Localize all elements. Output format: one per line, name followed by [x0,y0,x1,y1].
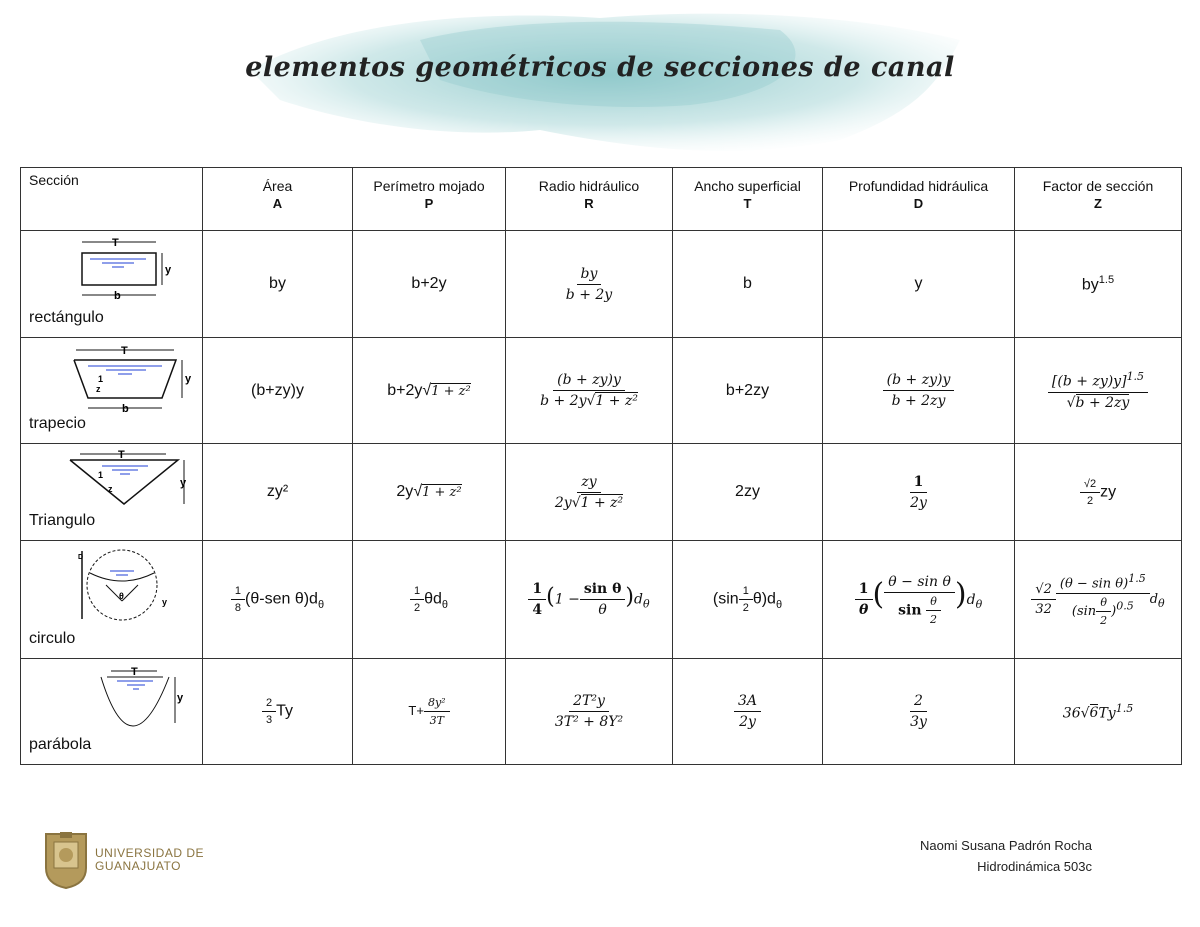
header-row [21,168,1182,231]
area-trapezoid: (b+zy)y [203,338,353,444]
section-cell-triangle [21,444,203,541]
radius-parabola: $\frac{\text{2T²y}}{\text{3T² + 8Y²}}$ [506,659,673,765]
header-width: Ancho superficial T [673,168,823,231]
section-cell-trapezoid [21,338,203,444]
width-circle: (sin $\frac{1}{2}$ $\theta)d_\theta$ [673,541,823,659]
course-name: Hidrodinámica 503c [977,859,1092,874]
table-row-parabola [21,659,1182,765]
table-row-trapezoid [21,338,1182,444]
svg-text:T: T [121,345,128,357]
svg-text:b: b [114,290,121,302]
radius-circle: $\frac{1}{4}$ (1 − $\frac{\text{sin θ}}{\theta}$ )$d_\theta$ [506,541,673,659]
svg-text:y: y [177,692,184,704]
svg-text:T: T [112,237,119,249]
width-rectangle: b [673,231,823,338]
channel-sections-table [20,167,1182,765]
header-depth: Profundidad hidráulica D [823,168,1015,231]
header-section: Sección [21,168,203,231]
area-parabola: $\frac{2}{3}$ Ty [203,659,353,765]
header-area: Área A [203,168,353,231]
section-name-circle: circulo [29,630,76,647]
perimeter-parabola: T+ $\frac{\text{8y²}}{3T}$ [353,659,506,765]
factor-rectangle: $by^{1.5}$ [1015,231,1182,338]
radius-rectangle: $\frac{by}{b + 2y}$ [506,231,673,338]
area-rectangle: by [203,231,353,338]
trapezoid-section-figure [66,342,196,412]
depth-trapezoid: $\frac{(b + zy)y}{b + 2zy}$ [823,338,1015,444]
factor-parabola: $36√6Ty^{1.5}$ [1015,659,1182,765]
rectangle-section-figure [76,235,196,303]
section-name-parabola: parábola [29,736,92,753]
svg-text:T: T [118,449,125,461]
svg-text:y: y [165,264,172,276]
radius-trapezoid: $\frac{(b + zy)y}{\text{b + 2y√1 + z²}}$ [506,338,673,444]
depth-triangle: $\frac{1}{2y}$ [823,444,1015,541]
page-title: elementos geométricos de secciones de canal [245,52,955,83]
perimeter-rectangle: b+2y [353,231,506,338]
area-triangle: zy² [203,444,353,541]
section-name-triangle: Triangulo [29,512,96,529]
table-row-rectangle [21,231,1182,338]
svg-text:1: 1 [98,470,104,480]
header-factor: Factor de sección Z [1015,168,1182,231]
svg-text:z: z [96,384,101,394]
svg-text:b: b [122,403,129,412]
parabola-section-figure [91,665,191,727]
svg-text:y: y [162,597,168,607]
table-row-triangle [21,444,1182,541]
area-circle: $\frac{1}{8}$ (θ-sen $\theta)d_\theta$ [203,541,353,659]
header-radius: Radio hidráulico R [506,168,673,231]
perimeter-trapezoid: b+2y√1 + z² [353,338,506,444]
section-cell-rectangle [21,231,203,338]
width-trapezoid: b+2zy [673,338,823,444]
depth-circle: $\frac{1}{\theta}$ ( θ − sin θ sin $\frac{\theta}{2}$ )$d_\theta$ [823,541,1015,659]
section-cell-parabola [21,659,203,765]
svg-text:D: D [78,554,84,561]
svg-text:1: 1 [98,374,104,384]
perimeter-triangle: 2y√1 + z² [353,444,506,541]
factor-circle: $\frac{√2}{32}$ $(\theta - \sin \theta)^{1.5}$ (sin $\frac{\theta}{2}$ )$^{0.5}$ $d_\theta$ [1015,541,1182,659]
triangle-section-figure [66,446,196,508]
width-parabola: $\frac{3A}{2y}$ [673,659,823,765]
section-name-trapezoid: trapecio [29,415,86,432]
university-seal-logo [40,828,92,890]
depth-parabola: $\frac{2}{3y}$ [823,659,1015,765]
factor-triangle: $\frac{√2}{2}$ zy [1015,444,1182,541]
section-name-rectangle: rectángulo [29,309,104,326]
svg-text:T: T [131,666,138,678]
table-row-circle [21,541,1182,659]
svg-text:y: y [180,477,187,489]
author-name: Naomi Susana Padrón Rocha [920,838,1092,853]
circle-section-figure [76,545,176,625]
width-triangle: 2zy [673,444,823,541]
university-name: UNIVERSIDAD DE GUANAJUATO [95,846,205,873]
section-cell-circle [21,541,203,659]
svg-text:y: y [185,373,192,385]
svg-text:z: z [108,484,113,494]
perimeter-circle: $\frac{1}{2}$ $\theta d_\theta$ [353,541,506,659]
header-perimeter: Perímetro mojado P [353,168,506,231]
author-block [920,835,1092,877]
svg-text:θ: θ [119,591,124,601]
depth-rectangle: y [823,231,1015,338]
radius-triangle: $\frac{zy}{\text{2y√1 + z²}}$ [506,444,673,541]
factor-trapezoid: $\frac{[(b + zy)y]^{1.5}}{√b + 2zy}$ [1015,338,1182,444]
